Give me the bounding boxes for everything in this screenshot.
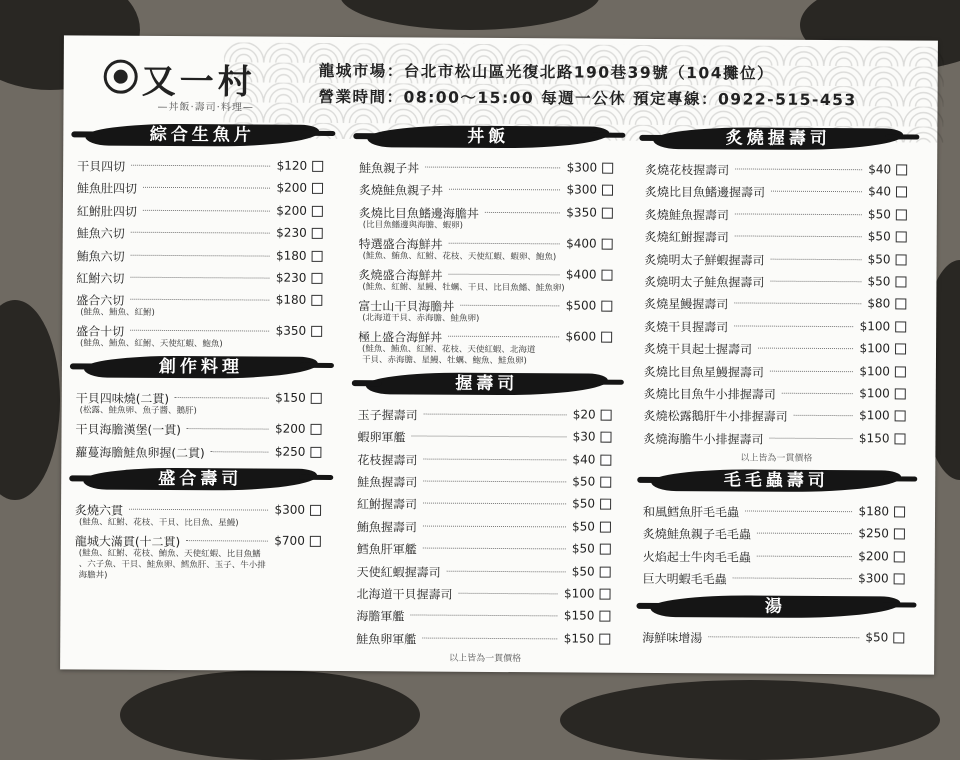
item-name: 特選盛合海鮮丼	[358, 236, 443, 252]
section	[75, 354, 326, 463]
menu-item	[357, 424, 615, 448]
item-price: $40	[868, 184, 892, 199]
restaurant-name: 又一村	[141, 61, 256, 103]
leader-dots	[449, 189, 560, 191]
order-checkbox[interactable]	[894, 433, 905, 444]
leader-dots	[448, 273, 559, 275]
item-name: 巨大明蝦毛毛蟲	[642, 572, 727, 587]
item-name: 蘿蔓海膽鮭魚卵握(二貫)	[75, 445, 205, 460]
order-checkbox[interactable]	[600, 566, 611, 577]
item-description: (鮭魚、紅鮒、星鰻、牡蠣、干貝、比目魚鰭、鮭魚卵)	[362, 281, 565, 294]
item-price: $150	[275, 390, 306, 406]
item-price: $180	[276, 248, 307, 263]
item-price: $100	[859, 363, 890, 378]
section	[358, 123, 617, 367]
leader-dots	[758, 348, 853, 350]
leader-dots	[187, 428, 269, 430]
item-description: 干貝、赤海膽、星鰻、牡蠣、鮑魚、鮭魚卵)	[361, 354, 527, 366]
menu-item	[76, 288, 326, 321]
item-name: 炙燒松露鵝肝牛小排握壽司	[643, 409, 788, 425]
order-checkbox[interactable]	[600, 432, 611, 443]
menu-item	[358, 262, 616, 295]
leader-dots	[794, 415, 853, 416]
section	[76, 121, 327, 351]
section-banner	[367, 123, 609, 150]
order-checkbox[interactable]	[896, 164, 907, 175]
menu-item	[357, 559, 615, 583]
item-name: 鮭魚卵軍艦	[356, 631, 417, 647]
menu-item	[77, 243, 327, 267]
leader-dots	[186, 540, 268, 542]
item-price: $50	[572, 519, 595, 534]
menu-item	[358, 402, 616, 426]
item-name: 鮭魚握壽司	[357, 475, 418, 490]
leader-dots	[447, 570, 566, 572]
menu-item	[644, 403, 910, 427]
leader-dots	[771, 258, 862, 260]
order-checkbox[interactable]	[896, 209, 907, 220]
order-checkbox[interactable]	[599, 633, 610, 644]
menu-item	[645, 224, 911, 248]
order-checkbox[interactable]	[312, 250, 323, 261]
item-price: $50	[572, 474, 596, 489]
order-checkbox[interactable]	[600, 521, 611, 532]
item-price: $150	[563, 631, 595, 646]
item-price: $700	[274, 533, 305, 548]
item-price: $50	[572, 496, 596, 511]
order-checkbox[interactable]	[893, 632, 904, 643]
item-name: 紅鮒握壽司	[357, 497, 418, 512]
item-price: $400	[566, 236, 597, 251]
order-checkbox[interactable]	[312, 183, 323, 194]
leader-dots	[131, 254, 270, 256]
menu-item	[357, 491, 615, 515]
leader-dots	[460, 305, 559, 307]
leader-dots	[423, 548, 566, 550]
item-price: $20	[572, 407, 596, 422]
order-checkbox[interactable]	[895, 388, 906, 399]
order-checkbox[interactable]	[895, 344, 906, 355]
section	[75, 466, 326, 583]
order-checkbox[interactable]	[601, 331, 612, 342]
order-checkbox[interactable]	[601, 300, 612, 311]
leader-dots	[770, 370, 853, 372]
leader-dots	[782, 393, 853, 394]
leader-dots	[143, 187, 270, 189]
menu-item	[356, 603, 614, 627]
crest-logo-icon	[104, 60, 138, 94]
item-price: $80	[867, 296, 891, 311]
address-line: 龍城市場：台北市松山區光復北路190巷39號（104攤位）	[318, 61, 775, 83]
order-checkbox[interactable]	[895, 321, 906, 332]
order-checkbox[interactable]	[310, 447, 321, 458]
item-price: $100	[859, 386, 890, 401]
menu-item	[357, 469, 615, 493]
menu-item	[77, 221, 327, 245]
item-price: $40	[572, 452, 596, 467]
order-checkbox[interactable]	[312, 161, 323, 172]
order-checkbox[interactable]	[600, 454, 611, 465]
item-price: $200	[274, 421, 306, 437]
item-price: $150	[858, 430, 890, 446]
order-checkbox[interactable]	[895, 299, 906, 310]
hours-line: 營業時間：08:00～15:00 每週一公休 預定專線：0922-515-453	[318, 87, 857, 110]
order-checkbox[interactable]	[311, 273, 322, 284]
menu-item	[645, 246, 911, 270]
item-price: $50	[571, 563, 595, 579]
item-name: 炙燒比目魚星鰻握壽司	[643, 364, 764, 380]
item-price: $300	[566, 182, 598, 197]
section	[643, 467, 910, 590]
section-banner	[650, 593, 900, 621]
menu-item	[644, 314, 910, 338]
menu-item	[358, 293, 616, 326]
item-price: $150	[563, 608, 595, 623]
leader-dots	[131, 232, 270, 234]
leader-dots	[425, 167, 560, 169]
order-checkbox[interactable]	[894, 551, 905, 562]
leader-dots	[771, 191, 862, 193]
item-price: $50	[867, 207, 891, 222]
item-name: 炙燒鮭魚親子丼	[358, 183, 444, 199]
leader-dots	[129, 509, 268, 511]
leader-dots	[423, 480, 566, 482]
leader-dots	[175, 397, 269, 399]
item-name: 炙燒干貝起士握壽司	[643, 342, 753, 357]
order-checkbox[interactable]	[312, 228, 323, 239]
item-name: 炙燒比目魚鰭邊海膽丼	[358, 205, 479, 221]
menu-item	[643, 544, 909, 568]
item-price: $100	[859, 408, 890, 423]
item-name: 鮭魚肚四切	[76, 181, 138, 197]
menu-item	[75, 498, 325, 531]
leader-dots	[130, 299, 269, 301]
order-checkbox[interactable]	[895, 366, 906, 377]
section-banner	[84, 354, 318, 381]
item-name: 鮭魚親子丼	[359, 161, 420, 176]
leader-dots	[735, 236, 862, 238]
item-description: (鮭魚、鮪魚、紅鮒)	[80, 307, 155, 319]
leader-dots	[423, 525, 566, 527]
item-price: $100	[859, 341, 891, 356]
order-checkbox[interactable]	[310, 505, 321, 516]
item-name: 北海道干貝握壽司	[356, 587, 453, 602]
section-title: 綜合生魚片	[149, 124, 255, 146]
leader-dots	[485, 212, 560, 213]
section	[642, 593, 908, 649]
item-name: 炙燒明太子鮭魚握壽司	[644, 274, 765, 290]
item-description: (鮭魚、紅鮒、花枝、鮪魚、天使紅蝦、比目魚鰭	[78, 548, 261, 560]
item-price: $180	[275, 292, 307, 308]
menu-item	[359, 178, 617, 202]
item-description: 、六子魚、干貝、鮭魚卵、鱈魚肝、玉子、牛小排	[78, 559, 266, 571]
item-name: 炙燒比目魚鰭邊握壽司	[644, 185, 766, 201]
item-name: 干貝四味燒(二貫)	[75, 391, 170, 407]
leader-dots	[424, 413, 567, 415]
menu-item	[644, 336, 910, 360]
menu-item	[356, 626, 614, 650]
menu-item	[357, 514, 615, 538]
item-name: 玉子握壽司	[357, 407, 418, 423]
leader-dots	[131, 165, 270, 167]
leader-dots	[459, 593, 558, 595]
item-name: 海鮮味增湯	[642, 630, 703, 645]
menu-item	[77, 153, 327, 177]
item-name: 炙燒紅鮒握壽司	[644, 230, 729, 245]
item-price: $180	[858, 504, 890, 519]
item-price: $50	[571, 541, 595, 556]
leader-dots	[734, 303, 861, 305]
order-checkbox[interactable]	[311, 424, 322, 435]
item-price: $120	[276, 158, 308, 173]
item-name: 鮪魚六切	[76, 248, 125, 264]
section-title: 毛毛蟲壽司	[723, 470, 829, 492]
menu-item	[76, 319, 326, 352]
leader-dots	[210, 451, 268, 452]
item-name: 花枝握壽司	[357, 452, 418, 468]
item-price: $350	[275, 323, 307, 339]
item-price: $250	[858, 526, 889, 541]
item-name: 炙燒干貝握壽司	[644, 319, 729, 335]
leader-dots	[130, 277, 269, 279]
leader-dots	[423, 503, 566, 505]
leader-dots	[770, 281, 861, 283]
item-price: $200	[858, 549, 889, 564]
leader-dots	[769, 437, 852, 439]
leader-dots	[411, 436, 566, 438]
item-name: 火焰起士牛肉毛毛蟲	[642, 549, 751, 565]
item-price: $50	[867, 274, 891, 289]
order-checkbox[interactable]	[600, 499, 611, 510]
price-note: 以上皆為一貫價格	[740, 453, 813, 464]
section-title: 丼飯	[467, 126, 510, 148]
menu-column-2	[356, 119, 617, 665]
menu-item	[642, 625, 908, 649]
order-checkbox[interactable]	[311, 326, 322, 337]
leader-dots	[422, 637, 557, 639]
order-checkbox[interactable]	[896, 187, 907, 198]
section	[643, 125, 911, 465]
order-checkbox[interactable]	[894, 529, 905, 540]
menu-column-1	[75, 117, 328, 582]
item-name: 盛合六切	[76, 293, 125, 309]
menu-item	[357, 536, 615, 560]
item-price: $30	[572, 429, 596, 444]
item-price: $300	[858, 571, 889, 586]
leader-dots	[735, 213, 862, 215]
item-name: 蝦卵軍艦	[357, 430, 406, 445]
menu-item	[643, 426, 909, 450]
order-checkbox[interactable]	[601, 269, 612, 280]
item-price: $50	[867, 229, 891, 244]
item-price: $500	[565, 298, 597, 313]
leader-dots	[130, 330, 269, 332]
section-banner	[653, 125, 903, 153]
order-checkbox[interactable]	[602, 163, 613, 174]
item-name: 炙燒星鰻握壽司	[644, 297, 729, 312]
leader-dots	[449, 242, 560, 244]
section-title: 創作料理	[158, 357, 243, 378]
menu-item	[75, 529, 325, 583]
order-checkbox[interactable]	[894, 506, 905, 517]
order-checkbox[interactable]	[895, 411, 906, 422]
item-description: (鮭魚、紅鮒、花枝、干貝、比目魚、星鰻)	[78, 517, 239, 529]
order-checkbox[interactable]	[602, 185, 613, 196]
item-price: $350	[566, 205, 597, 220]
section-title: 炙燒握壽司	[725, 128, 831, 150]
menu-item	[643, 499, 909, 523]
item-description: (鮭魚、鮪魚、紅鮒、天使紅蝦、鮑魚)	[80, 338, 223, 350]
menu-item	[356, 581, 614, 605]
order-checkbox[interactable]	[310, 536, 321, 547]
item-description: 海膽丼)	[78, 570, 108, 581]
item-price: $400	[565, 267, 597, 282]
item-name: 炙燒鮭魚握壽司	[644, 207, 729, 223]
item-price: $40	[868, 162, 892, 177]
item-price: $200	[276, 203, 307, 218]
item-name: 富士山干貝海膽丼	[358, 298, 455, 314]
menu-item	[359, 231, 617, 264]
leader-dots	[708, 636, 859, 638]
item-name: 龍城大滿貫(十二貫)	[74, 534, 181, 550]
order-checkbox[interactable]	[600, 544, 611, 555]
item-price: $50	[865, 629, 889, 645]
order-checkbox[interactable]	[599, 611, 610, 622]
menu-item	[644, 381, 910, 405]
menu-column-3	[642, 121, 911, 649]
item-name: 炙燒明太子鮮蝦握壽司	[644, 252, 765, 268]
restaurant-subtitle: —丼飯‧壽司‧料理—	[157, 101, 254, 114]
item-price: $300	[566, 160, 598, 175]
menu-item	[357, 447, 615, 471]
menu-item	[643, 521, 909, 545]
item-name: 和風鱈魚肝毛毛蟲	[643, 504, 740, 520]
section	[356, 370, 616, 665]
item-description: (松露、鮭魚卵、魚子醬、鵝肝)	[79, 405, 197, 417]
item-price: $250	[274, 444, 306, 459]
menu-item	[359, 200, 617, 233]
leader-dots	[733, 578, 852, 580]
menu-item	[643, 566, 909, 590]
menu-item	[645, 202, 911, 226]
item-price: $50	[867, 251, 891, 266]
menu-item	[644, 358, 910, 382]
item-price: $300	[274, 502, 306, 517]
menu-item	[77, 198, 327, 222]
menu-item	[77, 176, 327, 200]
item-name: 炙燒六貫	[74, 503, 124, 518]
item-name: 紅鮒肚四切	[76, 204, 137, 219]
menu-item	[644, 269, 910, 293]
order-checkbox[interactable]	[600, 477, 611, 488]
menu-item	[75, 439, 325, 463]
leader-dots	[448, 335, 559, 337]
item-name: 極上盛合海鮮丼	[358, 329, 443, 345]
menu-paper	[60, 35, 938, 674]
menu-item	[76, 386, 326, 419]
item-name: 干貝海膽漢堡(一貫)	[75, 422, 181, 438]
section-banner	[85, 121, 319, 148]
section-banner	[83, 466, 317, 493]
item-price: $100	[859, 318, 891, 334]
section-banner	[366, 370, 608, 397]
menu-item	[76, 265, 326, 289]
item-name: 炙燒盛合海鮮丼	[358, 267, 443, 283]
item-description: (比目魚鰭邊與海膽、蝦卵)	[362, 219, 463, 231]
order-checkbox[interactable]	[312, 206, 323, 217]
leader-dots	[757, 555, 852, 557]
menu-item	[358, 324, 616, 368]
menu-item	[75, 417, 325, 441]
menu-item	[645, 157, 911, 181]
item-price: $200	[276, 181, 308, 196]
leader-dots	[410, 615, 557, 617]
order-checkbox[interactable]	[602, 207, 613, 218]
item-name: 盛合十切	[76, 324, 125, 340]
order-checkbox[interactable]	[311, 393, 322, 404]
order-checkbox[interactable]	[600, 589, 611, 600]
item-description: (鮭魚、鮪魚、紅鮒、花枝、天使紅蝦、蝦卵、鮑魚)	[362, 250, 557, 263]
menu-item	[645, 179, 911, 203]
item-name: 炙燒鮭魚親子毛毛蟲	[642, 527, 751, 543]
item-description: (北海道干貝、赤海膽、鮭魚卵)	[362, 312, 480, 324]
item-name: 炙燒海膽牛小排握壽司	[643, 431, 764, 447]
order-checkbox[interactable]	[895, 276, 906, 287]
order-checkbox[interactable]	[601, 409, 612, 420]
section-banner	[651, 467, 901, 495]
item-price: $100	[563, 586, 595, 601]
menu-item	[359, 155, 617, 179]
item-name: 天使紅蝦握壽司	[356, 564, 441, 580]
leader-dots	[423, 458, 566, 460]
item-name: 紅鮒六切	[76, 271, 125, 286]
section-title: 盛合壽司	[158, 469, 243, 490]
order-checkbox[interactable]	[896, 232, 907, 243]
order-checkbox[interactable]	[896, 254, 907, 265]
leader-dots	[745, 511, 852, 513]
leader-dots	[143, 210, 270, 212]
item-name: 炙燒比目魚牛小排握壽司	[643, 386, 776, 402]
item-name: 炙燒花枝握壽司	[645, 162, 730, 178]
leader-dots	[757, 533, 852, 535]
item-name: 鱈魚肝軍艦	[356, 542, 417, 557]
item-name: 鮭魚六切	[76, 226, 125, 241]
item-name: 海膽軍艦	[356, 609, 405, 624]
order-checkbox[interactable]	[602, 238, 613, 249]
order-checkbox[interactable]	[894, 574, 905, 585]
section-title: 湯	[764, 596, 787, 617]
menu-item	[644, 291, 910, 315]
item-description: (鮭魚、鮪魚、紅鮒、花枝、天使紅蝦、北海道	[362, 343, 536, 356]
item-price: $600	[565, 329, 597, 344]
item-name: 干貝四切	[77, 159, 126, 174]
order-checkbox[interactable]	[311, 295, 322, 306]
item-price: $230	[275, 270, 307, 285]
price-note: 以上皆為一貫價格	[449, 653, 522, 665]
leader-dots	[735, 168, 862, 170]
item-name: 鮪魚握壽司	[356, 519, 418, 535]
leader-dots	[734, 325, 853, 327]
section-title: 握壽司	[455, 373, 519, 394]
item-price: $230	[276, 225, 307, 240]
